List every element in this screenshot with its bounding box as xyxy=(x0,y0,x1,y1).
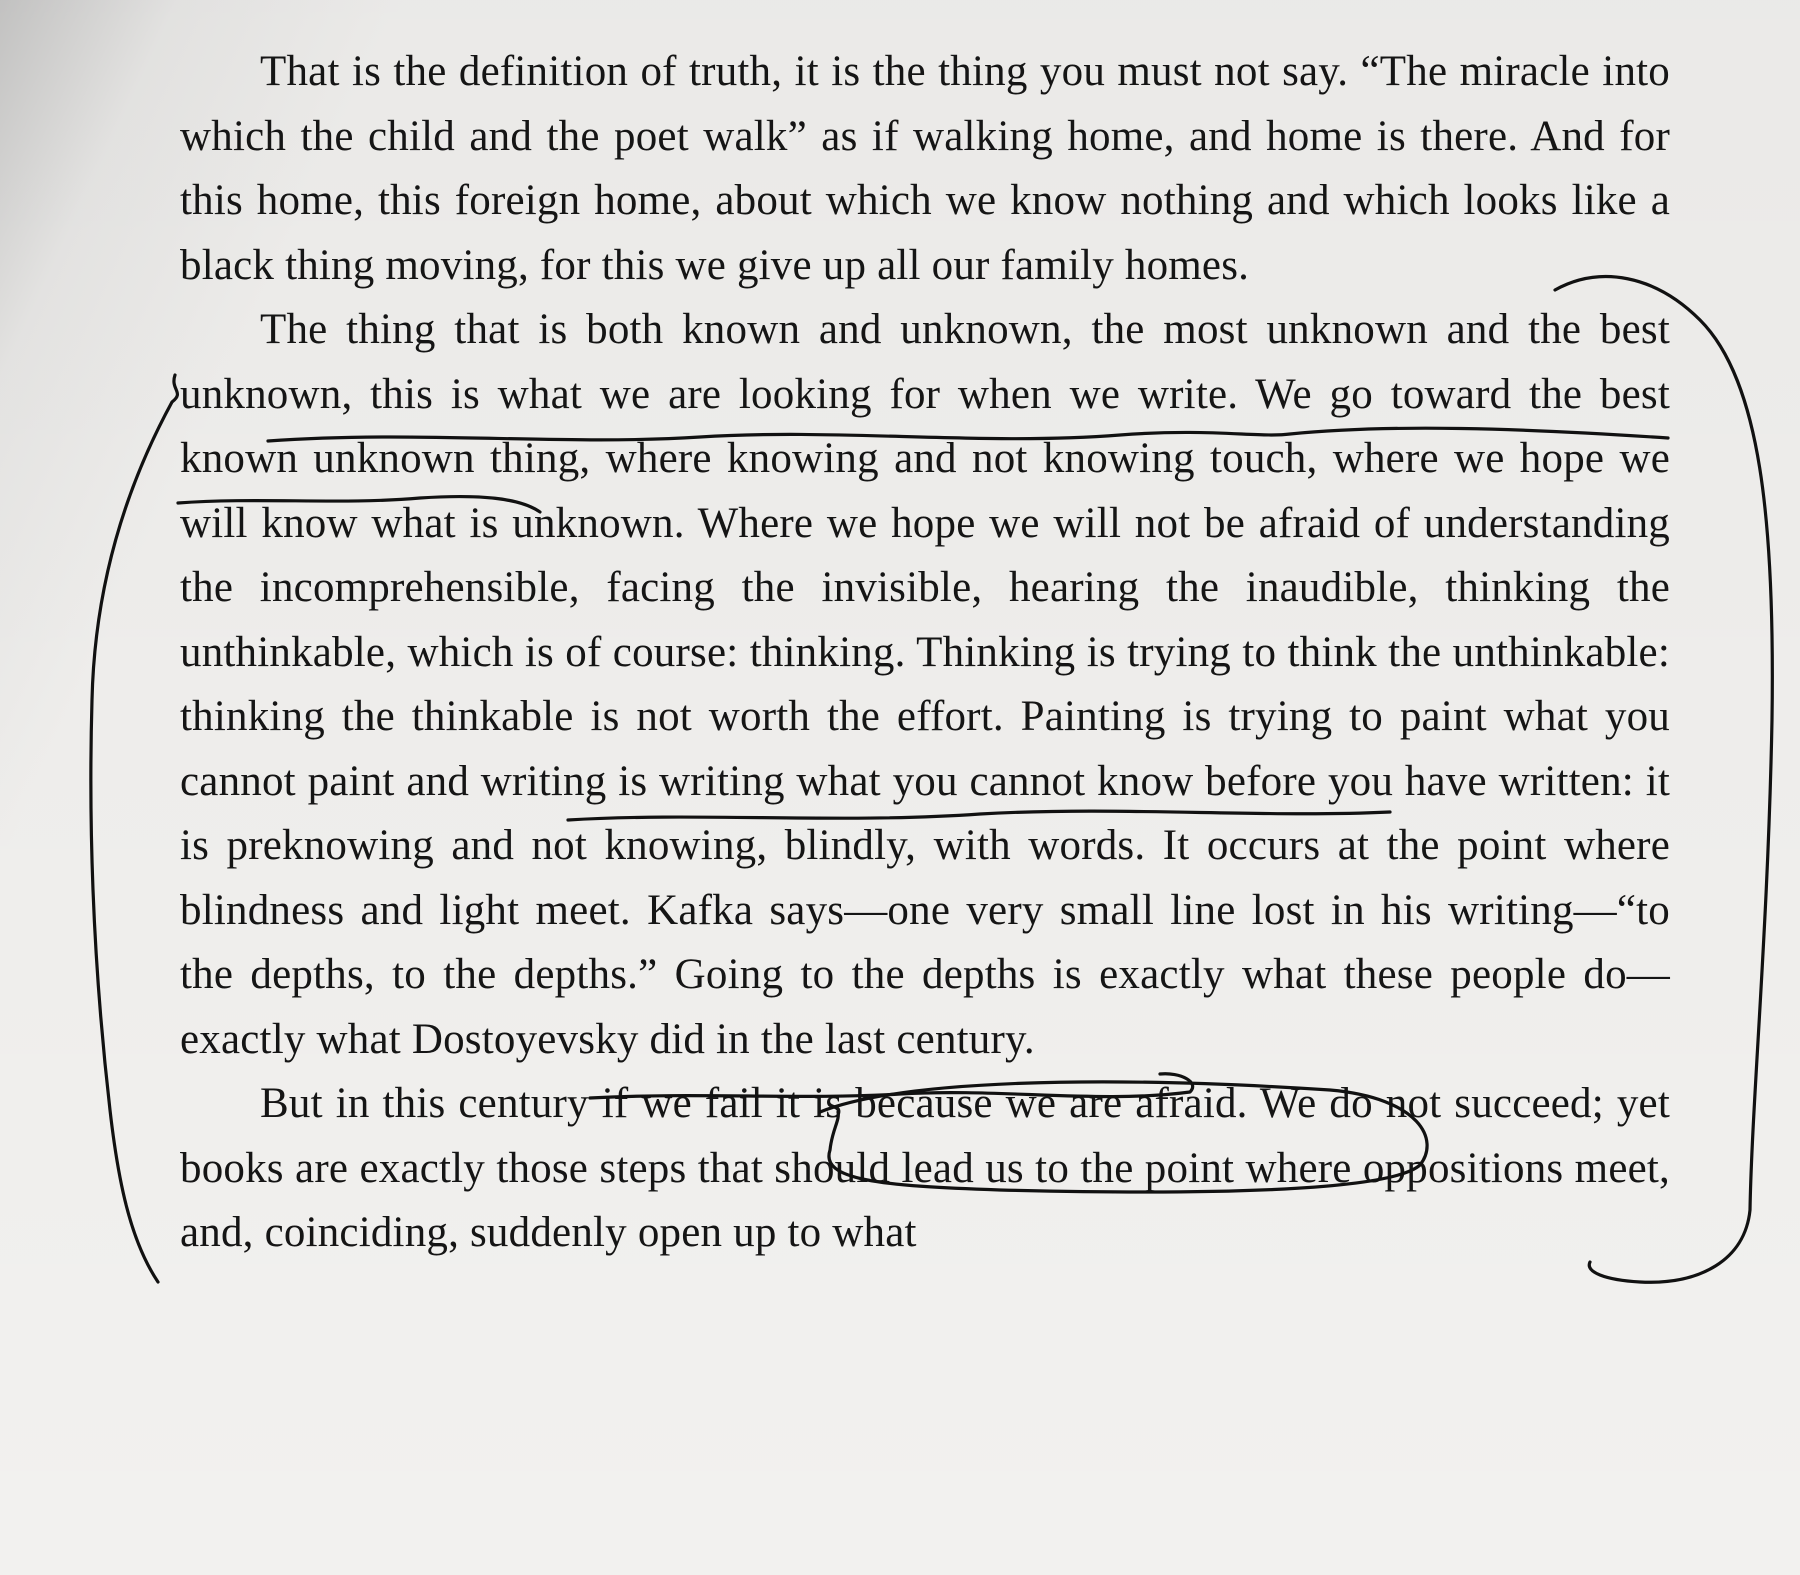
page-text xyxy=(180,40,1670,1266)
paragraph-1: That is the definition of truth, it is the thing you must not say. “The miracle into which the child and the poet walk” as if walking home, and home is there. And for this home, this foreign home, about which we know nothing and which looks like a black thing moving, for this we give up all our family homes. xyxy=(180,48,1670,289)
paragraph-2: The thing that is both known and unknown, the most unknown and the best unknown, this is what we are looking for when we write. We go toward the best known unknown thing, where knowing and not knowing touch, where we hope we will know what is unknown. Where we hope we will not be afraid of understanding the incomprehensible, facing the invisible, hearing the inaudible, thinking the unthinkable, which is of course: thinking. Thinking is trying to think the unthinkable: thinking the thinkable is not worth the effort. Painting is trying to paint what you cannot paint and writing is writing what you cannot know before you have written: it is preknowing and not knowing, blindly, with words. It occurs at the point where blindness and light meet. Kafka says—one very small line lost in his writing—“to the depths, to the depths.” Going to the depths is exactly what these people do—exactly what Dostoyevsky did in the last century. xyxy=(180,306,1670,1063)
bracket-loop xyxy=(91,375,178,1282)
paragraph-3: But in this century if we fail it is because we are afraid. We do not succeed; yet books are exactly those steps that should lead us to the point where oppositions meet, and, coinciding, suddenly open up to what xyxy=(180,1080,1670,1256)
